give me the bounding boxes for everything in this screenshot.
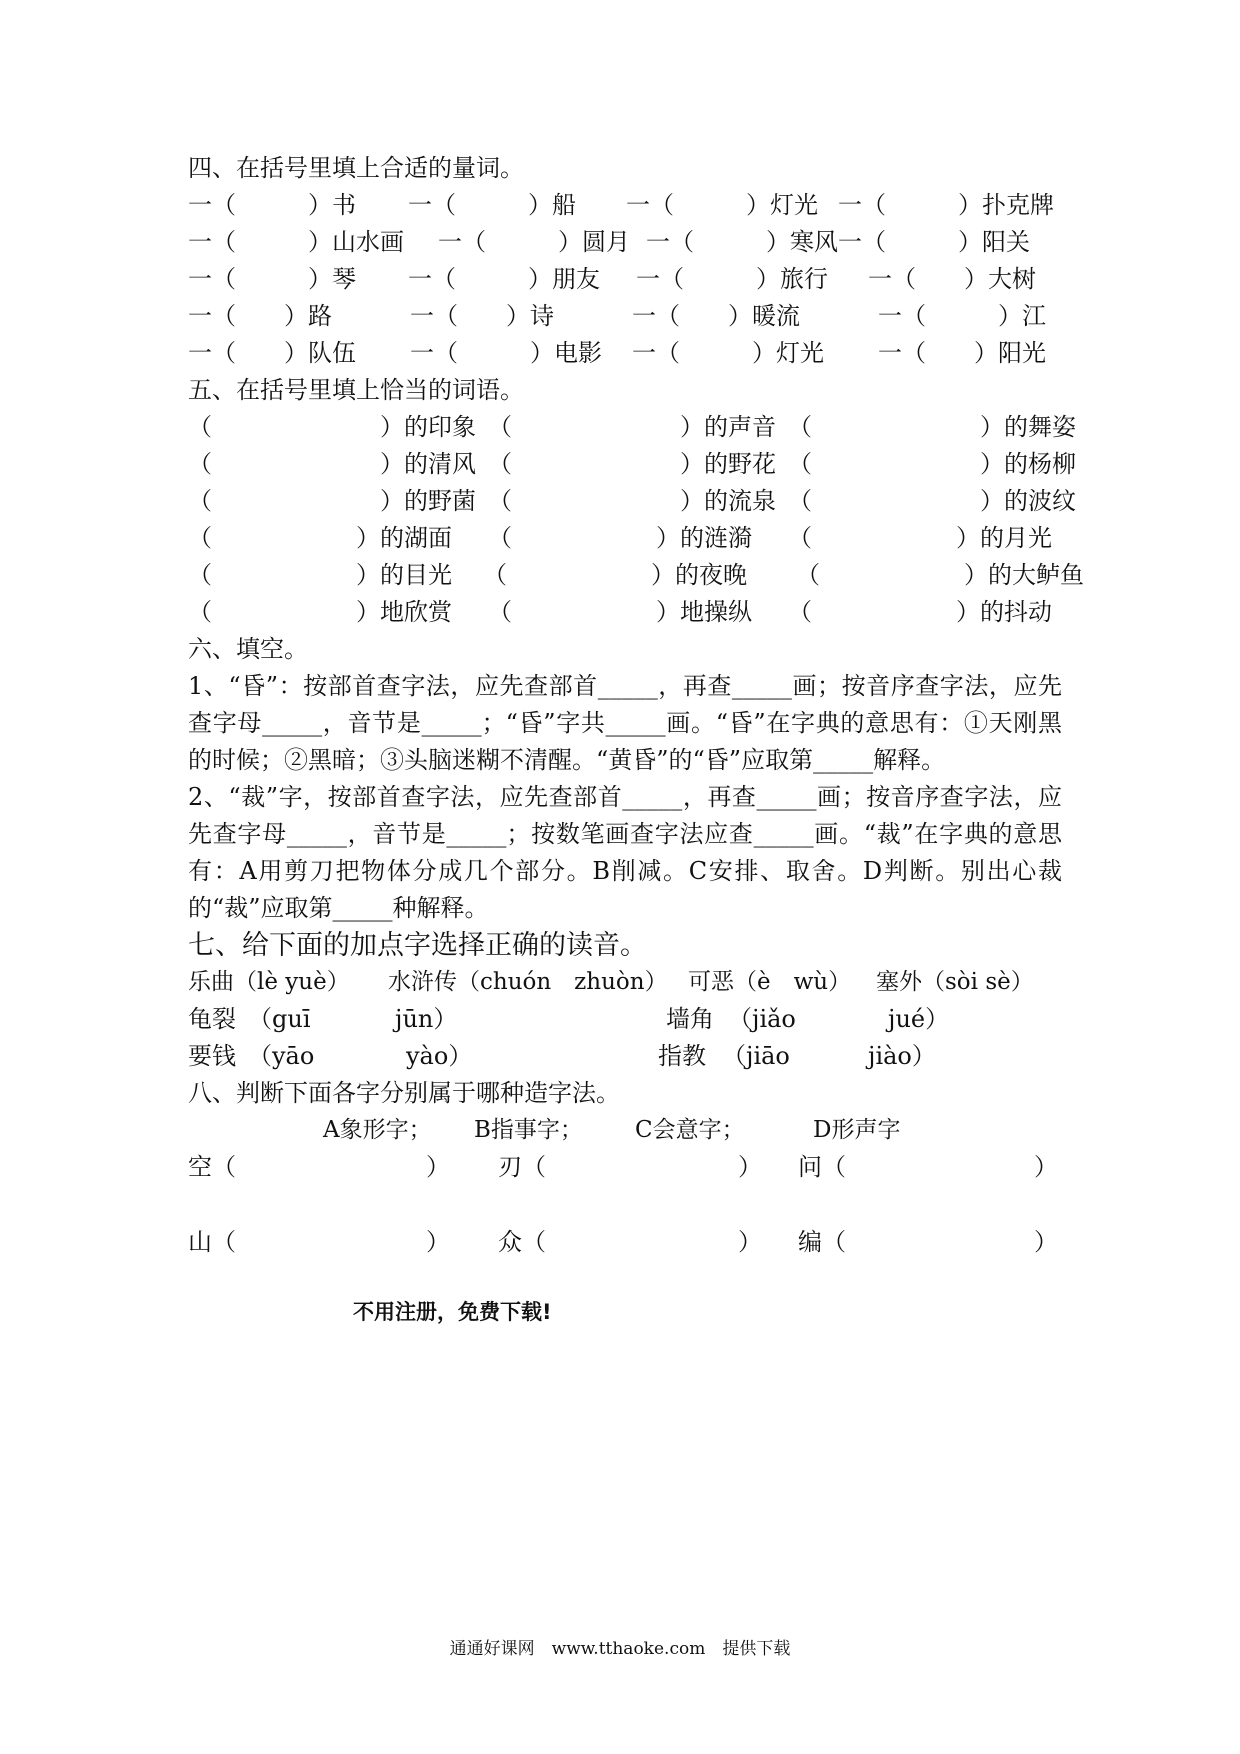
phrase-item: （ ）的涟漪 <box>488 524 752 552</box>
formation-char: 问（ <box>798 1153 846 1181</box>
formation-close: ） <box>426 1153 450 1181</box>
phrase-row <box>188 557 1084 594</box>
section8-title: 八、判断下面各字分别属于哪种造字法。 <box>188 1079 620 1107</box>
formation-row <box>188 1149 1062 1224</box>
pinyin-option: （guī <box>248 1005 311 1033</box>
measure-item: 一（ ）朋友 <box>408 265 600 293</box>
pronunciation-item: 可恶（è wù） <box>688 969 852 995</box>
option-d: D形声字 <box>813 1117 901 1143</box>
formation-char: 刃（ <box>498 1153 546 1181</box>
measure-item: 一（ ）诗 <box>410 302 554 330</box>
formation-char: 山（ <box>188 1228 236 1256</box>
phrase-item: （ ）的清风 <box>188 450 476 478</box>
pronunciation-row <box>188 964 1062 1001</box>
phrase-item: （ ）的声音 <box>488 413 776 441</box>
phrase-row <box>188 483 1076 520</box>
question-1: 1、“昏”：按部首查字法，应先查部首_____，再查_____画；按音序查字法，应先查字母_____，音节是_____；“昏”字共_____画。“昏”在字典的意思有：①天刚黑的时候；②黑暗；③头脑迷糊不清醒。“黄昏”的“昏”应取第_____解释。 <box>188 672 1062 774</box>
measure-item: 一（ ）扑克牌 <box>838 191 1054 219</box>
pinyin-option: （jiǎo <box>728 1005 796 1033</box>
measure-item: 一（ ）江 <box>878 302 1046 330</box>
question-2: 2、“裁”字，按部首查字法，应先查部首_____，再查_____画；按音序查字法，应先查字母_____，音节是_____；按数笔画查字法应查_____画。“裁”在字典的意思有：A用剪刀把物体分成几个部分。B削减。C安排、取舍。D判断。别出心裁的“裁”应取第_____种解释。 <box>188 783 1062 922</box>
section4-title: 四、在括号里填上合适的量词。 <box>188 154 524 182</box>
formation-row <box>188 1224 1062 1261</box>
phrase-row <box>188 520 1062 557</box>
formation-char: 编（ <box>798 1228 846 1256</box>
formation-char: 空（ <box>188 1153 236 1181</box>
formation-close: ） <box>426 1228 450 1256</box>
phrase-item: （ ）的野花 <box>488 450 776 478</box>
option-b: B指事字； <box>474 1117 583 1143</box>
phrase-item: （ ）的湖面 <box>188 524 452 552</box>
option-c: C会意字； <box>635 1117 745 1143</box>
section5-grid <box>188 409 1084 631</box>
measure-item: 一（ ）圆月 <box>438 228 630 256</box>
phrase-item: （ ）的抖动 <box>788 598 1052 626</box>
measure-item: 一（ ）船 <box>408 191 576 219</box>
measure-item: 一（ ）队伍 <box>188 339 356 367</box>
page-footer: 通通好课网 www.tthaoke.com 提供下载 <box>449 1639 791 1659</box>
pronunciation-item: 塞外（sòi sè） <box>876 969 1034 995</box>
phrase-item: （ ）的杨柳 <box>788 450 1076 478</box>
pinyin-option: jué） <box>888 1005 950 1033</box>
phrase-row <box>188 409 1076 446</box>
pronunciation-row <box>188 1001 1062 1038</box>
section6-questions <box>188 668 1062 927</box>
pinyin-option: jūn） <box>395 1005 458 1033</box>
measure-item: 一（ ）大树 <box>868 265 1036 293</box>
measure-item: 一（ ）暖流 <box>632 302 800 330</box>
section6-title: 六、填空。 <box>188 635 308 663</box>
measure-word-row <box>188 224 1062 261</box>
measure-item: 一（ ）阳光 <box>878 339 1046 367</box>
pinyin-option: （yāo <box>248 1042 315 1070</box>
phrase-item: （ ）地欣赏 <box>188 598 452 626</box>
measure-item: 一（ ）琴 <box>188 265 356 293</box>
phrase-item: （ ）的波纹 <box>788 487 1076 515</box>
worksheet-page <box>188 150 1084 1261</box>
measure-item: 一（ ）路 <box>188 302 332 330</box>
promo-text: 不用注册，免费下载! <box>353 1300 552 1324</box>
phrase-item: （ ）的大鲈鱼 <box>796 561 1084 589</box>
measure-item: 一（ ）灯光 <box>632 339 824 367</box>
section4-grid <box>188 187 1062 372</box>
pronunciation-item: 水浒传（chuón zhuòn） <box>388 969 668 995</box>
formation-close: ） <box>1034 1228 1058 1256</box>
pronunciation-item: 乐曲（lè yuè） <box>188 969 350 995</box>
measure-item: 一（ ）旅行 <box>636 265 828 293</box>
phrase-item: （ ）的印象 <box>188 413 476 441</box>
pronunciation-word: 龟裂 <box>188 1005 236 1033</box>
pinyin-option: （jiāo <box>722 1042 790 1070</box>
measure-word-row <box>188 335 1062 372</box>
phrase-item: （ ）的野菌 <box>188 487 476 515</box>
phrase-row <box>188 594 1062 631</box>
pinyin-option: yào） <box>406 1042 473 1070</box>
measure-word-row <box>188 187 1062 224</box>
phrase-row <box>188 446 1076 483</box>
measure-item: 一（ ）电影 <box>410 339 602 367</box>
phrase-item: （ ）的月光 <box>788 524 1052 552</box>
measure-word-row <box>188 298 1062 335</box>
measure-item: 一（ ）山水画 <box>188 228 404 256</box>
formation-char: 众（ <box>498 1228 546 1256</box>
measure-item: 一（ ）灯光 <box>626 191 818 219</box>
phrase-item: （ ）的流泉 <box>488 487 776 515</box>
formation-close: ） <box>1034 1153 1058 1181</box>
pronunciation-row <box>188 1038 1062 1075</box>
pinyin-option: jiào） <box>868 1042 936 1070</box>
section7-title: 七、给下面的加点字选择正确的读音。 <box>188 930 647 961</box>
pronunciation-word: 指教 <box>658 1042 706 1070</box>
formation-options <box>188 1112 1062 1149</box>
formation-close: ） <box>738 1228 762 1256</box>
formation-close: ） <box>738 1153 762 1181</box>
measure-word-row <box>188 261 1062 298</box>
section5-title: 五、在括号里填上恰当的词语。 <box>188 376 524 404</box>
measure-item: 一（ ）阳关 <box>838 228 1030 256</box>
phrase-item: （ ）的目光 <box>188 561 452 589</box>
phrase-item: （ ）地操纵 <box>488 598 752 626</box>
measure-item: 一（ ）寒风 <box>646 228 838 256</box>
pronunciation-word: 墙角 <box>666 1005 714 1033</box>
pronunciation-word: 要钱 <box>188 1042 236 1070</box>
option-a: A象形字； <box>323 1117 432 1143</box>
phrase-item: （ ）的夜晚 <box>483 561 747 589</box>
phrase-item: （ ）的舞姿 <box>788 413 1076 441</box>
measure-item: 一（ ）书 <box>188 191 356 219</box>
